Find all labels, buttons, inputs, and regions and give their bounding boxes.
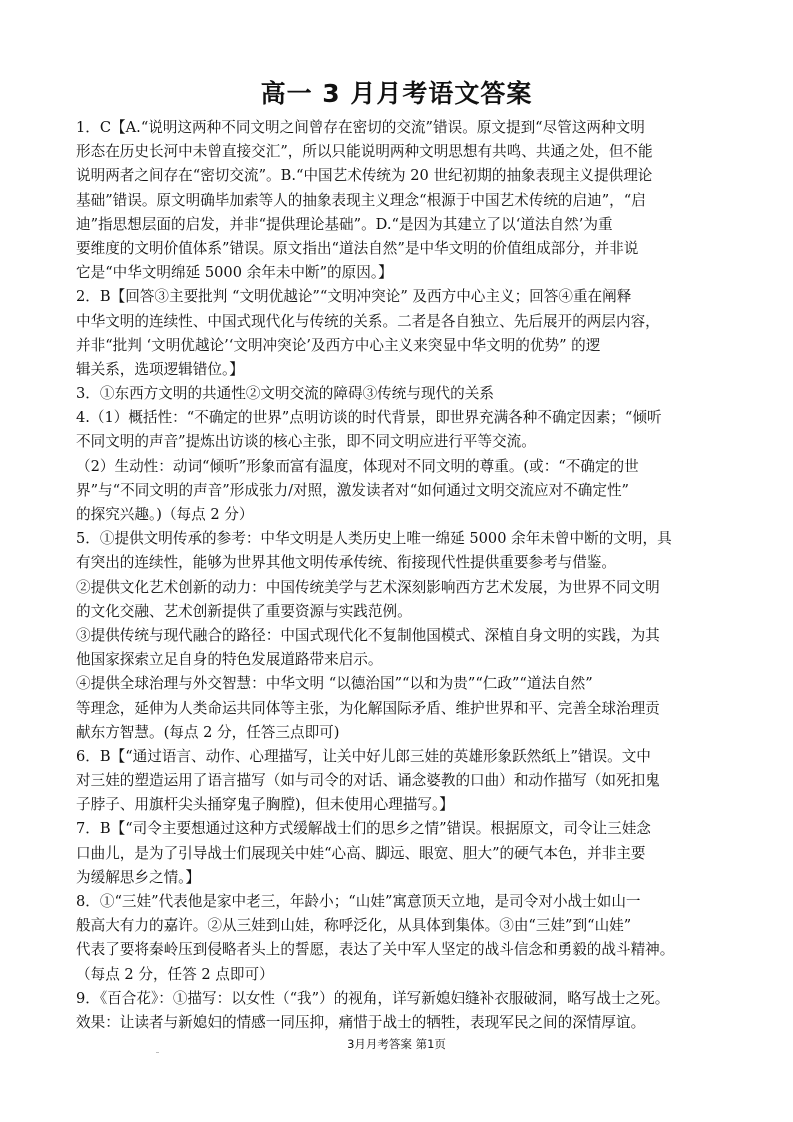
text-line: 1．C【A.“说明这两种不同文明之间曾存在密切的交流”错误。原文提到“尽管这两种文明 [76,119,645,136]
text-line: 代表了要将秦岭压到侵略者头上的誓愿，表达了关中军人坚定的战斗信念和勇毅的战斗精神。 [76,941,675,959]
text-line: 有突出的连续性，能够为世界其他文明传承传统、衔接现代性提供重要参考与借鉴。 [76,554,616,572]
text-line: 效果：让读者与新媳妇的情感一同压抑，痛惜于战士的牺牲，表现军民之间的深情厚谊。 [76,1013,646,1031]
text-line: 5．①提供文明传承的参考：中华文明是人类历史上唯一绵延 5000 余年未曾中断的文明，具 [76,530,672,548]
decorative-mark [156,1052,159,1053]
text-line: 并非“批判 ‘文明优越论’‘文明冲突论’及西方中心主义来突显中华文明的优势” 的逻 [76,336,601,354]
text-line: 界”与“不同文明的声音”形成张力/对照，激发读者对“如何通过文明交流应对不确定性” [76,481,630,499]
text-line: 形态在历史长河中未曾直接交汇”，所以只能说明两种文明思想有共鸣、共通之处，但不能 [76,143,653,161]
text-line: 子脖子、用旗杆尖头捅穿鬼子胸膛)，但未使用心理描写。】 [76,796,454,814]
text-line: 6．B【“通过语言、动作、心理描写，让关中好儿郎三娃的英雄形象跃然纸上”错误。文中 [76,747,651,765]
text-line: 他国家探索立足自身的特色发展道路带来启示。 [76,651,383,669]
text-line: ④提供全球治理与外交智慧：中华文明 “以德治国”“以和为贵”“仁政”“道法自然” [76,675,593,693]
text-line: 辑关系，选项逻辑错位。】 [76,360,244,378]
text-line: 为缓解思乡之情。】 [76,868,201,886]
text-line: （2）生动性：动词“倾听”形象而富有温度，体现对不同文明的尊重。(或：“不确定的世 [76,457,639,475]
text-line: 般高大有力的嘉许。②从三娃到山娃，称呼泛化，从具体到集体。③由“三娃”到“山娃” [76,917,632,935]
text-line: 的文化交融、艺术创新提供了重要资源与实践范例。 [76,602,412,620]
page-footer: 3月月考答案 第1页 [347,1037,446,1051]
text-line: 4.（1）概括性：“不确定的世界”点明访谈的时代背景，即世界充满各种不确定因素；“倾听 [76,409,662,427]
text-line: 3．①东西方文明的共通性②文明交流的障碍③传统与现代的关系 [76,385,494,403]
text-line: 说明两者之间存在“密切交流”。B.“中国艺术传统为 20 世纪初期的抽象表现主义提供理论 [76,167,653,185]
text-line: 要维度的文明价值体系”错误。原文指出“道法自然”是中华文明的价值组成部分，并非说 [76,239,639,257]
text-line: 的探究兴趣。)（每点 2 分） [76,506,254,523]
text-line: 迪”指思想层面的启发，并非“提供理论基础”。D.“是因为其建立了以‘道法自然’为重 [76,215,613,233]
text-line: 等理念，延伸为人类命运共同体等主张，为化解国际矛盾、维护世界和平、完善全球治理贡 [76,699,660,717]
page-title: 高一 3 月月考语文答案 [260,79,533,108]
text-line: （每点 2 分，任答 2 点即可） [76,965,274,983]
text-line: ②提供文化艺术创新的动力：中国传统美学与艺术深刻影响西方艺术发展，为世界不同文明 [76,578,660,596]
answer-body [76,116,732,1035]
text-line: 不同文明的声音”提炼出访谈的核心主张，即不同文明应进行平等交流。 [76,433,536,451]
text-line: 中华文明的连续性、中国式现代化与传统的关系。二者是各自独立、先后展开的两层内容， [76,312,660,330]
text-line: 基础”错误。原文明确毕加索等人的抽象表现主义理念“根源于中国艺术传统的启迪”，“启 [76,191,646,209]
text-line: 9．《百合花》：①描写：以女性（“我”）的视角，详写新媳妇缝补衣服破洞，略写战士之死。 [76,989,670,1007]
text-line: 口曲儿，是为了引导战士们展现关中娃“心高、脚远、眼宽、胆大”的硬气本色，并非主要 [76,844,646,862]
text-line: ③提供传统与现代融合的路径：中国式现代化不复制他国模式、深植自身文明的实践，为其 [76,626,660,644]
text-line: 它是“中华文明绵延 5000 余年未中断”的原因。】 [76,264,393,282]
text-line: 2．B【回答③主要批判 “文明优越论”“文明冲突论” 及西方中心主义；回答④重在阐释 [76,288,632,306]
text-line: 8．①“三娃”代表他是家中老三，年龄小；“山娃”寓意顶天立地，是司令对小战士如山一 [76,893,641,910]
text-line: 对三娃的塑造运用了语言描写（如与司令的对话、诵念婆教的口曲）和动作描写（如死扣鬼 [76,772,660,790]
text-line: 献东方智慧。(每点 2 分，任答三点即可) [76,723,340,741]
text-line: 7．B【“司令主要想通过这种方式缓解战士们的思乡之情”错误。根据原文，司令让三娃念 [76,820,651,838]
